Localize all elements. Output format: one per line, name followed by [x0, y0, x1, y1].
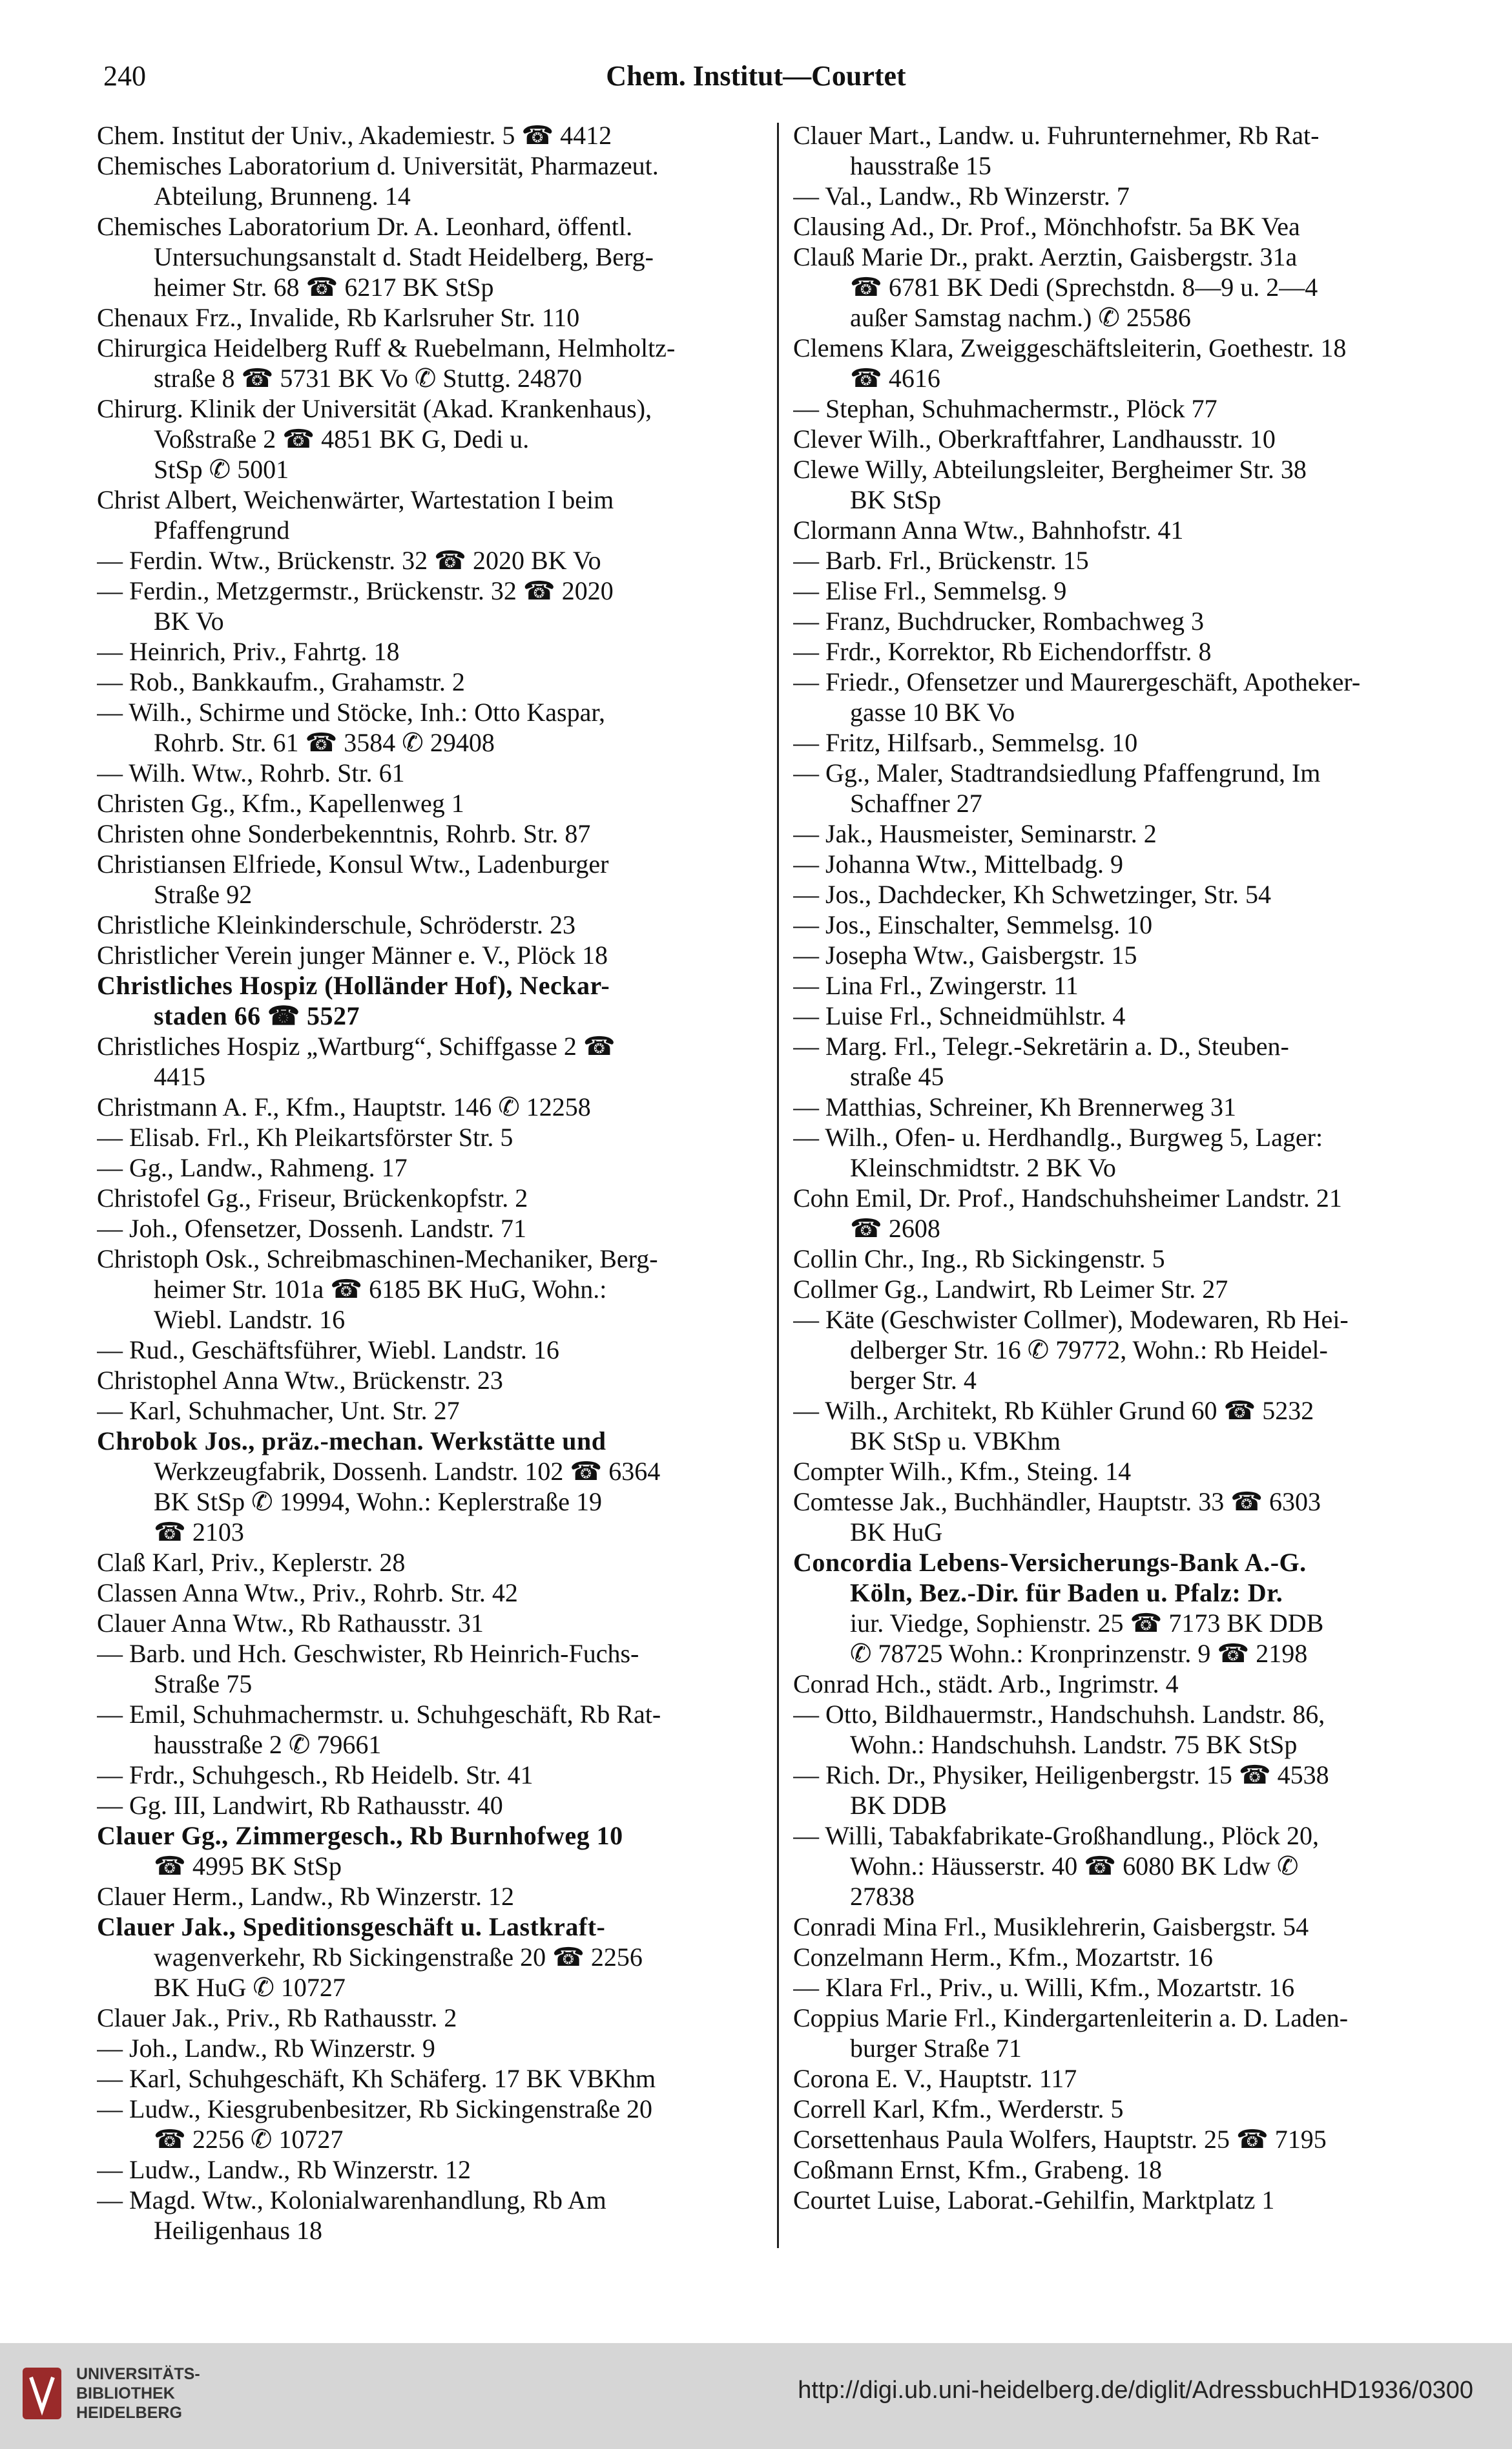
directory-entry-line: — Ferdin. Wtw., Brückenstr. 32 ☎ 2020 BK Vo	[97, 546, 601, 575]
directory-entry-line: Clormann Anna Wtw., Bahnhofstr. 41	[793, 516, 1184, 545]
entry-continuation-line: Kleinschmidtstr. 2 BK Vo	[850, 1153, 1116, 1182]
directory-entry-line: Clauer Jak., Speditionsgeschäft u. Lastkraft-	[97, 1912, 606, 1941]
entry-continuation-line: außer Samstag nachm.) ✆ 25586	[850, 303, 1191, 332]
directory-entry-line: Christliches Hospiz (Holländer Hof), Neckar-	[97, 971, 610, 1000]
directory-entry-line: Christliche Kleinkinderschule, Schröderstr. 23	[97, 910, 575, 939]
entry-continuation-line: Wiebl. Landstr. 16	[154, 1305, 346, 1334]
directory-entry-line: — Johanna Wtw., Mittelbadg. 9	[793, 849, 1124, 879]
entry-continuation-line: heimer Str. 101a ☎ 6185 BK HuG, Wohn.:	[154, 1275, 607, 1304]
directory-entry-line: Clauer Jak., Priv., Rb Rathausstr. 2	[97, 2003, 457, 2032]
entry-continuation-line: Köln, Bez.-Dir. für Baden u. Pfalz: Dr.	[850, 1578, 1283, 1607]
directory-entry-line: Christofel Gg., Friseur, Brückenkopfstr. 2	[97, 1183, 528, 1213]
directory-entry-line: Corona E. V., Hauptstr. 117	[793, 2064, 1077, 2093]
entry-continuation-line: Abteilung, Brunneng. 14	[154, 182, 411, 211]
entry-continuation-line: staden 66 ☎ 5527	[154, 1001, 360, 1030]
directory-entry-line: — Rob., Bankkaufm., Grahamstr. 2	[97, 667, 465, 696]
entry-continuation-line: ☎ 2103	[154, 1517, 244, 1547]
directory-entry-line: Christmann A. F., Kfm., Hauptstr. 146 ✆ 12258	[97, 1092, 591, 1121]
entry-continuation-line: Schaffner 27	[850, 789, 982, 818]
directory-entry-line: Courtet Luise, Laborat.-Gehilfin, Marktplatz 1	[793, 2185, 1275, 2215]
entry-continuation-line: Straße 92	[154, 880, 253, 909]
entry-continuation-line: straße 8 ☎ 5731 BK Vo ✆ Stuttg. 24870	[154, 364, 583, 393]
directory-entry-line: Clemens Klara, Zweiggeschäftsleiterin, Goethestr. 18	[793, 333, 1347, 362]
directory-entry-line: Clewe Willy, Abteilungsleiter, Bergheimer Str. 38	[793, 455, 1307, 484]
entry-continuation-line: BK StSp ✆ 19994, Wohn.: Keplerstraße 19	[154, 1487, 602, 1516]
library-seal-icon	[19, 2361, 65, 2426]
entry-continuation-line: Wohn.: Handschuhsh. Landstr. 75 BK StSp	[850, 1730, 1298, 1759]
entry-continuation-line: berger Str. 4	[850, 1366, 977, 1395]
entry-continuation-line: hausstraße 2 ✆ 79661	[154, 1730, 382, 1759]
entry-continuation-line: ☎ 2256 ✆ 10727	[154, 2125, 344, 2154]
directory-entry-line: — Wilh. Wtw., Rohrb. Str. 61	[97, 758, 405, 787]
directory-entry-line: — Käte (Geschwister Collmer), Modewaren, Rb Hei-	[793, 1305, 1349, 1334]
directory-entry-line: — Ferdin., Metzgermstr., Brückenstr. 32 ☎ 2020	[97, 576, 614, 605]
entry-continuation-line: iur. Viedge, Sophienstr. 25 ☎ 7173 BK DDB	[850, 1609, 1324, 1638]
entry-continuation-line: BK DDB	[850, 1791, 948, 1820]
directory-entry-line: — Marg. Frl., Telegr.-Sekretärin a. D., Steuben-	[793, 1032, 1289, 1061]
directory-entry-line: Coppius Marie Frl., Kindergartenleiterin a. D. Laden-	[793, 2003, 1349, 2032]
directory-entry-line: Clauer Mart., Landw. u. Fuhrunternehmer, Rb Rat-	[793, 121, 1320, 150]
entry-continuation-line: heimer Str. 68 ☎ 6217 BK StSp	[154, 273, 494, 302]
entry-continuation-line: ☎ 4616	[850, 364, 940, 393]
entry-continuation-line: Untersuchungsanstalt d. Stadt Heidelberg, Berg-	[154, 242, 654, 271]
directory-entry-line: — Fritz, Hilfsarb., Semmelsg. 10	[793, 728, 1138, 757]
directory-entry-line: — Heinrich, Priv., Fahrtg. 18	[97, 637, 400, 666]
directory-entry-line: Chemisches Laboratorium Dr. A. Leonhard, öffentl.	[97, 212, 633, 241]
directory-entry-line: Clauß Marie Dr., prakt. Aerztin, Gaisbergstr. 31a	[793, 242, 1298, 271]
entry-continuation-line: hausstraße 15	[850, 151, 991, 180]
directory-entry-line: — Joh., Landw., Rb Winzerstr. 9	[97, 2034, 435, 2063]
directory-entry-line: — Matthias, Schreiner, Kh Brennerweg 31	[793, 1092, 1236, 1121]
directory-entry-line: Compter Wilh., Kfm., Steing. 14	[793, 1457, 1132, 1486]
column-divider	[777, 123, 779, 2248]
directory-entry-line: Christen ohne Sonderbekenntnis, Rohrb. Str. 87	[97, 819, 591, 848]
directory-entry-line: Collin Chr., Ing., Rb Sickingenstr. 5	[793, 1244, 1165, 1273]
directory-entry-line: — Lina Frl., Zwingerstr. 11	[793, 971, 1079, 1000]
directory-entry-line: Christiansen Elfriede, Konsul Wtw., Ladenburger	[97, 849, 609, 879]
entry-continuation-line: burger Straße 71	[850, 2034, 1022, 2063]
page-number: 240	[103, 60, 146, 92]
directory-entry-line: Conzelmann Herm., Kfm., Mozartstr. 16	[793, 1943, 1213, 1972]
entry-continuation-line: BK HuG ✆ 10727	[154, 1973, 346, 2002]
directory-entry-line: Chem. Institut der Univ., Akademiestr. 5 ☎ 4412	[97, 121, 612, 150]
directory-entry-line: — Gg., Landw., Rahmeng. 17	[97, 1153, 408, 1182]
directory-entry-line: Christliches Hospiz „Wartburg“, Schiffgasse 2 ☎	[97, 1032, 616, 1061]
library-logo[interactable]	[19, 2361, 200, 2426]
directory-entry-line: Comtesse Jak., Buchhändler, Hauptstr. 33 ☎ 6303	[793, 1487, 1321, 1516]
directory-entry-line: Christophel Anna Wtw., Brückenstr. 23	[97, 1366, 503, 1395]
entry-continuation-line: Heiligenhaus 18	[154, 2216, 323, 2245]
directory-entry-line: — Wilh., Schirme und Stöcke, Inh.: Otto Kaspar,	[97, 698, 606, 727]
directory-entry-line: Clauer Gg., Zimmergesch., Rb Burnhofweg 10	[97, 1821, 623, 1850]
directory-entry-line: Classen Anna Wtw., Priv., Rohrb. Str. 42	[97, 1578, 518, 1607]
directory-entry-line: — Gg. III, Landwirt, Rb Rathausstr. 40	[97, 1791, 503, 1820]
entry-continuation-line: Straße 75	[154, 1669, 253, 1698]
directory-entry-line: — Rich. Dr., Physiker, Heiligenbergstr. 15 ☎ 4538	[793, 1760, 1329, 1789]
directory-entry-line: — Barb. Frl., Brückenstr. 15	[793, 546, 1089, 575]
directory-entry-line: — Jos., Dachdecker, Kh Schwetzinger, Str. 54	[793, 880, 1271, 909]
directory-entry-line: — Luise Frl., Schneidmühlstr. 4	[793, 1001, 1126, 1030]
directory-entry-line: — Josepha Wtw., Gaisbergstr. 15	[793, 941, 1137, 970]
directory-entry-line: — Barb. und Hch. Geschwister, Rb Heinrich-Fuchs-	[97, 1639, 639, 1668]
directory-entry-line: Chirurg. Klinik der Universität (Akad. Krankenhaus),	[97, 394, 652, 423]
directory-entry-line: Correll Karl, Kfm., Werderstr. 5	[793, 2094, 1124, 2123]
directory-entry-line: — Frdr., Korrektor, Rb Eichendorffstr. 8	[793, 637, 1212, 666]
directory-entry-line: — Franz, Buchdrucker, Rombachweg 3	[793, 607, 1204, 636]
directory-entry-line: — Magd. Wtw., Kolonialwarenhandlung, Rb Am	[97, 2185, 606, 2215]
directory-entry-line: — Karl, Schuhgeschäft, Kh Schäferg. 17 BK VBKhm	[97, 2064, 656, 2093]
directory-entry-line: Conradi Mina Frl., Musiklehrerin, Gaisbergstr. 54	[793, 1912, 1309, 1941]
entry-continuation-line: Rohrb. Str. 61 ☎ 3584 ✆ 29408	[154, 728, 495, 757]
directory-entry-line: — Ludw., Kiesgrubenbesitzer, Rb Sickingenstraße 20	[97, 2094, 653, 2123]
directory-entry-line: Chenaux Frz., Invalide, Rb Karlsruher Str. 110	[97, 303, 580, 332]
directory-entry-line: Chirurgica Heidelberg Ruff & Ruebelmann, Helmholtz-	[97, 333, 676, 362]
directory-entry-line: Concordia Lebens-Versicherungs-Bank A.-G.	[793, 1548, 1307, 1577]
directory-entry-line: Chemisches Laboratorium d. Universität, Pharmazeut.	[97, 151, 659, 180]
logo-line: HEIDELBERG	[76, 2404, 182, 2422]
directory-entry-line: Clausing Ad., Dr. Prof., Mönchhofstr. 5a BK Vea	[793, 212, 1300, 241]
directory-entry-line: — Jos., Einschalter, Semmelsg. 10	[793, 910, 1153, 939]
directory-entry-line: Christlicher Verein junger Männer e. V., Plöck 18	[97, 941, 608, 970]
directory-entry-line: Chrobok Jos., präz.-mechan. Werkstätte und	[97, 1426, 606, 1455]
directory-entry-line: — Otto, Bildhauermstr., Handschuhsh. Landstr. 86,	[793, 1700, 1325, 1729]
entry-continuation-line: StSp ✆ 5001	[154, 455, 289, 484]
entry-continuation-line: Werkzeugfabrik, Dossenh. Landstr. 102 ☎ 6364	[154, 1457, 661, 1486]
right-column	[793, 120, 1468, 2215]
logo-line: BIBLIOTHEK	[76, 2384, 175, 2402]
running-title: Chem. Institut—Courtet	[606, 60, 906, 92]
entry-continuation-line: straße 45	[850, 1062, 944, 1091]
entry-continuation-line: BK StSp	[850, 485, 942, 514]
entry-continuation-line: 27838	[850, 1882, 915, 1911]
directory-entry-line: Conrad Hch., städt. Arb., Ingrimstr. 4	[793, 1669, 1179, 1698]
entry-continuation-line: ☎ 6781 BK Dedi (Sprechstdn. 8—9 u. 2—4	[850, 273, 1318, 302]
directory-entry-line: Corsettenhaus Paula Wolfers, Hauptstr. 25 ☎ 7195	[793, 2125, 1327, 2154]
directory-entry-line: Clever Wilh., Oberkraftfahrer, Landhausstr. 10	[793, 424, 1276, 453]
directory-entry-line: — Gg., Maler, Stadtrandsiedlung Pfaffengrund, Im	[793, 758, 1321, 787]
directory-entry-line: Christoph Osk., Schreibmaschinen-Mechaniker, Berg-	[97, 1244, 658, 1273]
directory-entry-line: — Emil, Schuhmachermstr. u. Schuhgeschäft, Rb Rat-	[97, 1700, 661, 1729]
directory-entry-line: — Wilh., Ofen- u. Herdhandlg., Burgweg 5, Lager:	[793, 1123, 1323, 1152]
entry-continuation-line: wagenverkehr, Rb Sickingenstraße 20 ☎ 2256	[154, 1943, 643, 1972]
entry-continuation-line: 4415	[154, 1062, 205, 1091]
source-url-link[interactable]: http://digi.ub.uni-heidelberg.de/diglit/AdressbuchHD1936/0300	[798, 2377, 1473, 2404]
directory-entry-line: — Klara Frl., Priv., u. Willi, Kfm., Mozartstr. 16	[793, 1973, 1295, 2002]
directory-entry-line: Claß Karl, Priv., Keplerstr. 28	[97, 1548, 406, 1577]
directory-entry-line: — Frdr., Schuhgesch., Rb Heidelb. Str. 41	[97, 1760, 533, 1789]
footer-bar	[0, 2343, 1512, 2449]
directory-entry-line: Christen Gg., Kfm., Kapellenweg 1	[97, 789, 464, 818]
directory-entry-line: Christ Albert, Weichenwärter, Wartestation I beim	[97, 485, 614, 514]
directory-entry-line: Collmer Gg., Landwirt, Rb Leimer Str. 27	[793, 1275, 1228, 1304]
directory-entry-line: — Wilh., Architekt, Rb Kühler Grund 60 ☎ 5232	[793, 1396, 1314, 1425]
directory-entry-line: — Elise Frl., Semmelsg. 9	[793, 576, 1067, 605]
directory-entry-line: — Karl, Schuhmacher, Unt. Str. 27	[97, 1396, 460, 1425]
entry-continuation-line: BK Vo	[154, 607, 224, 636]
directory-entry-line: — Friedr., Ofensetzer und Maurergeschäft, Apotheker-	[793, 667, 1361, 696]
entry-continuation-line: ☎ 4995 BK StSp	[154, 1851, 342, 1881]
entry-continuation-line: ✆ 78725 Wohn.: Kronprinzenstr. 9 ☎ 2198	[850, 1639, 1308, 1668]
directory-entry-line: — Willi, Tabakfabrikate-Großhandlung., Plöck 20,	[793, 1821, 1319, 1850]
entry-continuation-line: delberger Str. 16 ✆ 79772, Wohn.: Rb Heidel-	[850, 1335, 1328, 1364]
entry-continuation-line: Voßstraße 2 ☎ 4851 BK G, Dedi u.	[154, 424, 530, 453]
entry-continuation-line: Pfaffengrund	[154, 516, 290, 545]
directory-entry-line: Clauer Anna Wtw., Rb Rathausstr. 31	[97, 1609, 484, 1638]
entry-continuation-line: ☎ 2608	[850, 1214, 940, 1243]
directory-entry-line: — Rud., Geschäftsführer, Wiebl. Landstr. 16	[97, 1335, 559, 1364]
entry-continuation-line: BK HuG	[850, 1517, 943, 1547]
directory-entry-line: — Ludw., Landw., Rb Winzerstr. 12	[97, 2155, 471, 2184]
directory-entry-line: — Joh., Ofensetzer, Dossenh. Landstr. 71	[97, 1214, 526, 1243]
directory-entry-line: Clauer Herm., Landw., Rb Winzerstr. 12	[97, 1882, 515, 1911]
entry-continuation-line: gasse 10 BK Vo	[850, 698, 1015, 727]
directory-entry-line: Cohn Emil, Dr. Prof., Handschuhsheimer Landstr. 21	[793, 1183, 1342, 1213]
directory-entry-line: — Val., Landw., Rb Winzerstr. 7	[793, 182, 1130, 211]
entry-continuation-line: BK StSp u. VBKhm	[850, 1426, 1061, 1455]
entry-continuation-line: Wohn.: Häusserstr. 40 ☎ 6080 BK Ldw ✆	[850, 1851, 1299, 1881]
directory-entry-line: — Elisab. Frl., Kh Pleikartsförster Str. 5	[97, 1123, 513, 1152]
logo-line: UNIVERSITÄTS-	[76, 2365, 200, 2383]
left-column	[97, 120, 772, 2246]
directory-entry-line: — Jak., Hausmeister, Seminarstr. 2	[793, 819, 1157, 848]
directory-entry-line: — Stephan, Schuhmachermstr., Plöck 77	[793, 394, 1217, 423]
directory-entry-line: Coßmann Ernst, Kfm., Grabeng. 18	[793, 2155, 1163, 2184]
